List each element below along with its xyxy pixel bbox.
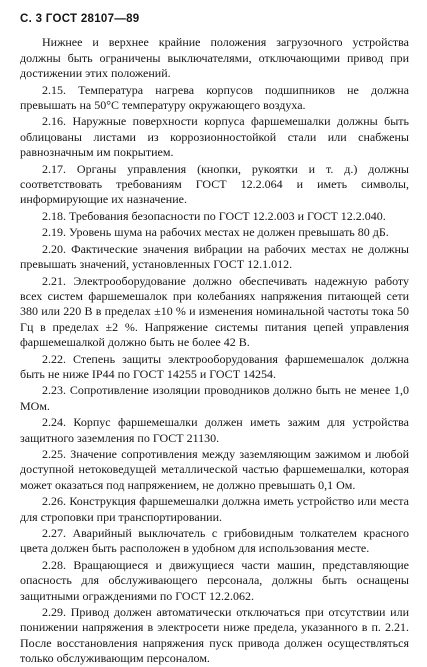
paragraph-2-17: 2.17. Органы управления (кнопки, рукоятки и т. д.) должны соответствовать требованиям ГОСТ 12.2.064 и иметь символы, информирующие их назначение. <box>20 161 409 207</box>
paragraph-2-14-cont: Нижнее и верхнее крайние положения загрузочного устройства должны быть ограничены выключателями, отключающими привод при достижении этих положений. <box>20 35 409 81</box>
paragraph-2-29: 2.29. Привод должен автоматически отключаться при отсутствии или понижении напряжения в электросети ниже предела, указанного в п. 2.21. После восстановления напряжения пуск привода должен осуществляться только обслуживающим персоналом. <box>20 605 409 666</box>
paragraph-2-23: 2.23. Сопротивление изоляции проводников должно быть не менее 1,0 МОм. <box>20 383 409 413</box>
paragraph-2-16: 2.16. Наружные поверхности корпуса фаршемешалки должны быть облицованы листами из коррозионностойкой стали или снабжены равнозначным им покрытием. <box>20 114 409 160</box>
paragraph-2-27: 2.27. Аварийный выключатель с грибовидным толкателем красного цвета должен быть расположен в удобном для использования месте. <box>20 526 409 556</box>
paragraph-2-20: 2.20. Фактические значения вибрации на рабочих местах не должны превышать значений, установленных ГОСТ 12.1.012. <box>20 241 409 272</box>
paragraph-2-18: 2.18. Требования безопасности по ГОСТ 12.2.003 и ГОСТ 12.2.040. <box>42 208 386 223</box>
paragraph-2-19: 2.19. Уровень шума на рабочих местах не должен превышать 80 дБ. <box>42 225 389 240</box>
paragraph-2-21: 2.21. Электрооборудование должно обеспечивать надежную работу всех систем фаршемешалок при колебаниях напряжения питающей сети 380 или 220 В в пределах ±10 % и изменения номинальной частоты тока 50 Гц в пределах ±2 %. Напряжение системы питания цепей управления фаршемешалкой должно быть не более 42 В. <box>20 273 409 350</box>
paragraph-2-28: 2.28. Вращающиеся и движущиеся части машин, представляющие опасность для обслуживающего персонала, должны быть оснащены защитными ограждениями по ГОСТ 12.2.062. <box>20 557 409 603</box>
page-header: С. 3 ГОСТ 28107—89 <box>20 13 140 25</box>
paragraph-2-15: 2.15. Температура нагрева корпусов подшипников не должна превышать на 50°С температуру окружающего воздуха. <box>20 82 409 113</box>
paragraph-2-25: 2.25. Значение сопротивления между заземляющим зажимом и любой доступной нетоковедущей металлической частью фаршемешалки, которая может оказаться под напряжением, не должно превышать 0,1 Ом. <box>20 446 409 492</box>
paragraph-2-24: 2.24. Корпус фаршемешалки должен иметь зажим для устройства защитного заземления по ГОСТ 21130. <box>20 415 409 445</box>
paragraph-2-22: 2.22. Степень защиты электрооборудования фаршемешалок должна быть не ниже IP44 по ГОСТ 14255 и ГОСТ 14254. <box>20 351 409 381</box>
paragraph-2-26: 2.26. Конструкция фаршемешалки должна иметь устройство или места для строповки при транспортировании. <box>20 494 409 524</box>
